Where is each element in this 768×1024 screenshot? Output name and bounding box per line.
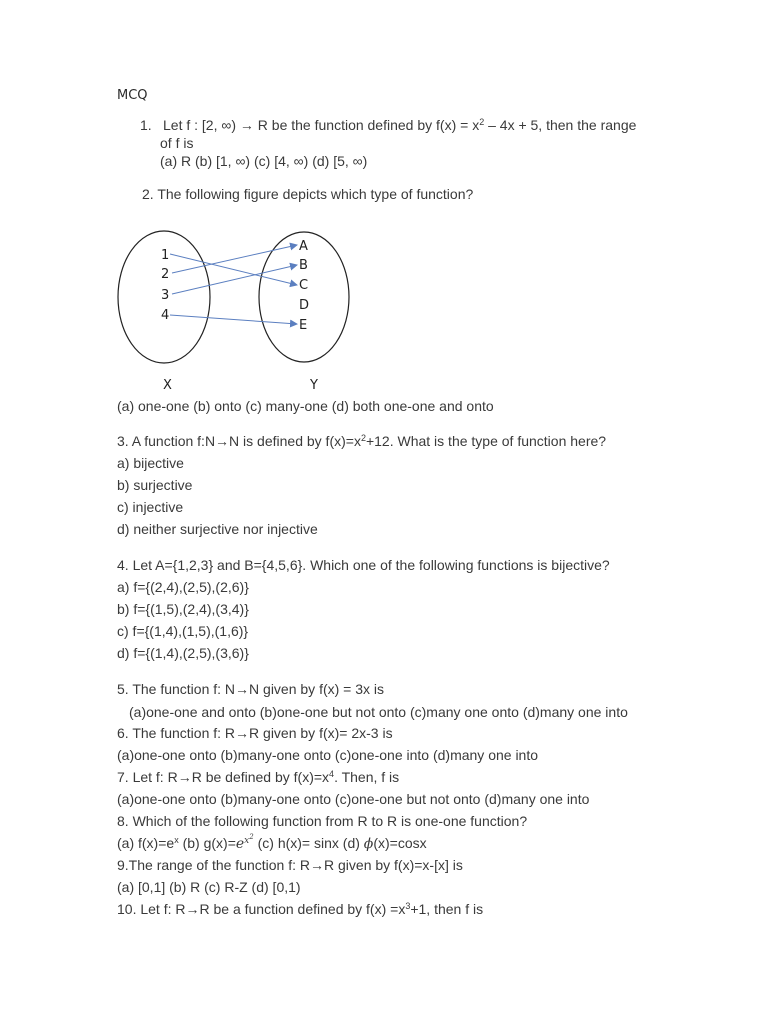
mapping-diagram <box>110 215 370 400</box>
q7-text-start: 7. Let f: R→R be defined by f(x)=x <box>117 769 330 785</box>
q1-number: 1. <box>140 117 152 133</box>
arrow-4-to-e <box>170 315 297 324</box>
q6-text: 6. The function f: R→R given by f(x)= 2x-3 is <box>117 725 393 741</box>
q8-option-d-end: (x)=cosx <box>373 835 427 851</box>
q8-option-c-d: (c) h(x)= sinx (d) <box>253 835 364 851</box>
q4-option-a: a) f={(2,4),(2,5),(2,6)} <box>117 579 249 595</box>
mapping-diagram-svg <box>110 215 370 400</box>
q9-options: (a) [0,1] (b) R (c) R-Z (d) [0,1) <box>117 879 301 895</box>
q4-text: 4. Let A={1,2,3} and B={4,5,6}. Which one of the following functions is bijective? <box>117 557 610 573</box>
codomain-element-d: D <box>299 298 310 313</box>
q7-exponent: 4 <box>329 769 335 779</box>
domain-element-4: 4 <box>161 308 170 323</box>
q3-option-d: d) neither surjective nor injective <box>117 521 318 537</box>
q8-options <box>117 834 427 853</box>
q1-line1 <box>163 116 636 134</box>
q10-exponent: 3 <box>405 901 411 911</box>
q3-text <box>117 432 606 450</box>
q8-option-b-exponent-power: 2 <box>249 833 254 841</box>
q10-text-end: +1, then f is <box>410 901 484 917</box>
q3-text-end: +12. What is the type of function here? <box>365 433 607 449</box>
q7-options: (a)one-one onto (b)many-one onto (c)one-one but not onto (d)many one into <box>117 791 590 807</box>
domain-element-2: 2 <box>161 267 170 282</box>
mcq-heading: MCQ <box>117 88 148 103</box>
codomain-element-a: A <box>299 239 308 254</box>
q1-exponent: 2 <box>479 117 485 127</box>
q8-option-b-exponent-var: x <box>244 836 250 846</box>
q7-text <box>117 768 399 786</box>
q4-option-c: c) f={(1,4),(1,5),(1,6)} <box>117 623 249 639</box>
q8-option-b-exponent <box>244 833 254 846</box>
q8-option-b-base: e <box>235 836 245 852</box>
q9-text: 9.The range of the function f: R→R given by f(x)=x-[x] is <box>117 857 463 873</box>
codomain-element-e: E <box>299 318 308 333</box>
q3-option-b: b) surjective <box>117 477 193 493</box>
q4-option-b: b) f={(1,5),(2,4),(3,4)} <box>117 601 249 617</box>
q1-options: (a) R (b) [1, ∞) (c) [4, ∞) (d) [5, ∞) <box>160 153 368 169</box>
codomain-set-label: Y <box>310 378 318 393</box>
codomain-element-c: C <box>299 278 309 293</box>
q8-phi-symbol: ϕ <box>363 836 374 852</box>
q1-line1-rest: – 4x + 5, then the range <box>484 117 637 133</box>
q3-option-c: c) injective <box>117 499 184 515</box>
q5-options: (a)one-one and onto (b)one-one but not onto (c)many one onto (d)many one into <box>129 704 628 720</box>
q5-text: 5. The function f: N→N given by f(x) = 3x is <box>117 681 385 697</box>
q3-option-a: a) bijective <box>117 455 184 471</box>
q7-text-end: . Then, f is <box>334 769 400 785</box>
q10-text-start: 10. Let f: R→R be a function defined by f(x) =x <box>117 901 406 917</box>
codomain-element-b: B <box>299 258 308 273</box>
domain-element-3: 3 <box>161 288 170 303</box>
q2-options: (a) one-one (b) onto (c) many-one (d) both one-one and onto <box>117 398 494 414</box>
q3-exponent: 2 <box>360 433 366 443</box>
domain-element-1: 1 <box>161 248 170 263</box>
domain-set-label: X <box>163 378 172 393</box>
q6-options: (a)one-one onto (b)many-one onto (c)one-one into (d)many one into <box>117 747 539 763</box>
q8-option-a: (a) f(x)=e <box>117 835 175 851</box>
q3-text-start: 3. A function f:N→N is defined by f(x)=x <box>117 433 361 449</box>
q8-option-b: (b) g(x)= <box>178 835 236 851</box>
q8-text: 8. Which of the following function from R to R is one-one function? <box>117 813 528 829</box>
q4-option-d: d) f={(1,4),(2,5),(3,6)} <box>117 645 249 661</box>
q10-text <box>117 900 483 918</box>
q1-line2: of f is <box>160 135 194 151</box>
q2-text: 2. The following figure depicts which type of function? <box>142 186 474 202</box>
q8-option-a-exponent: x <box>174 835 179 845</box>
q1-line1-text: Let f : [2, ∞) → R be the function defined by f(x) = x <box>163 117 480 133</box>
